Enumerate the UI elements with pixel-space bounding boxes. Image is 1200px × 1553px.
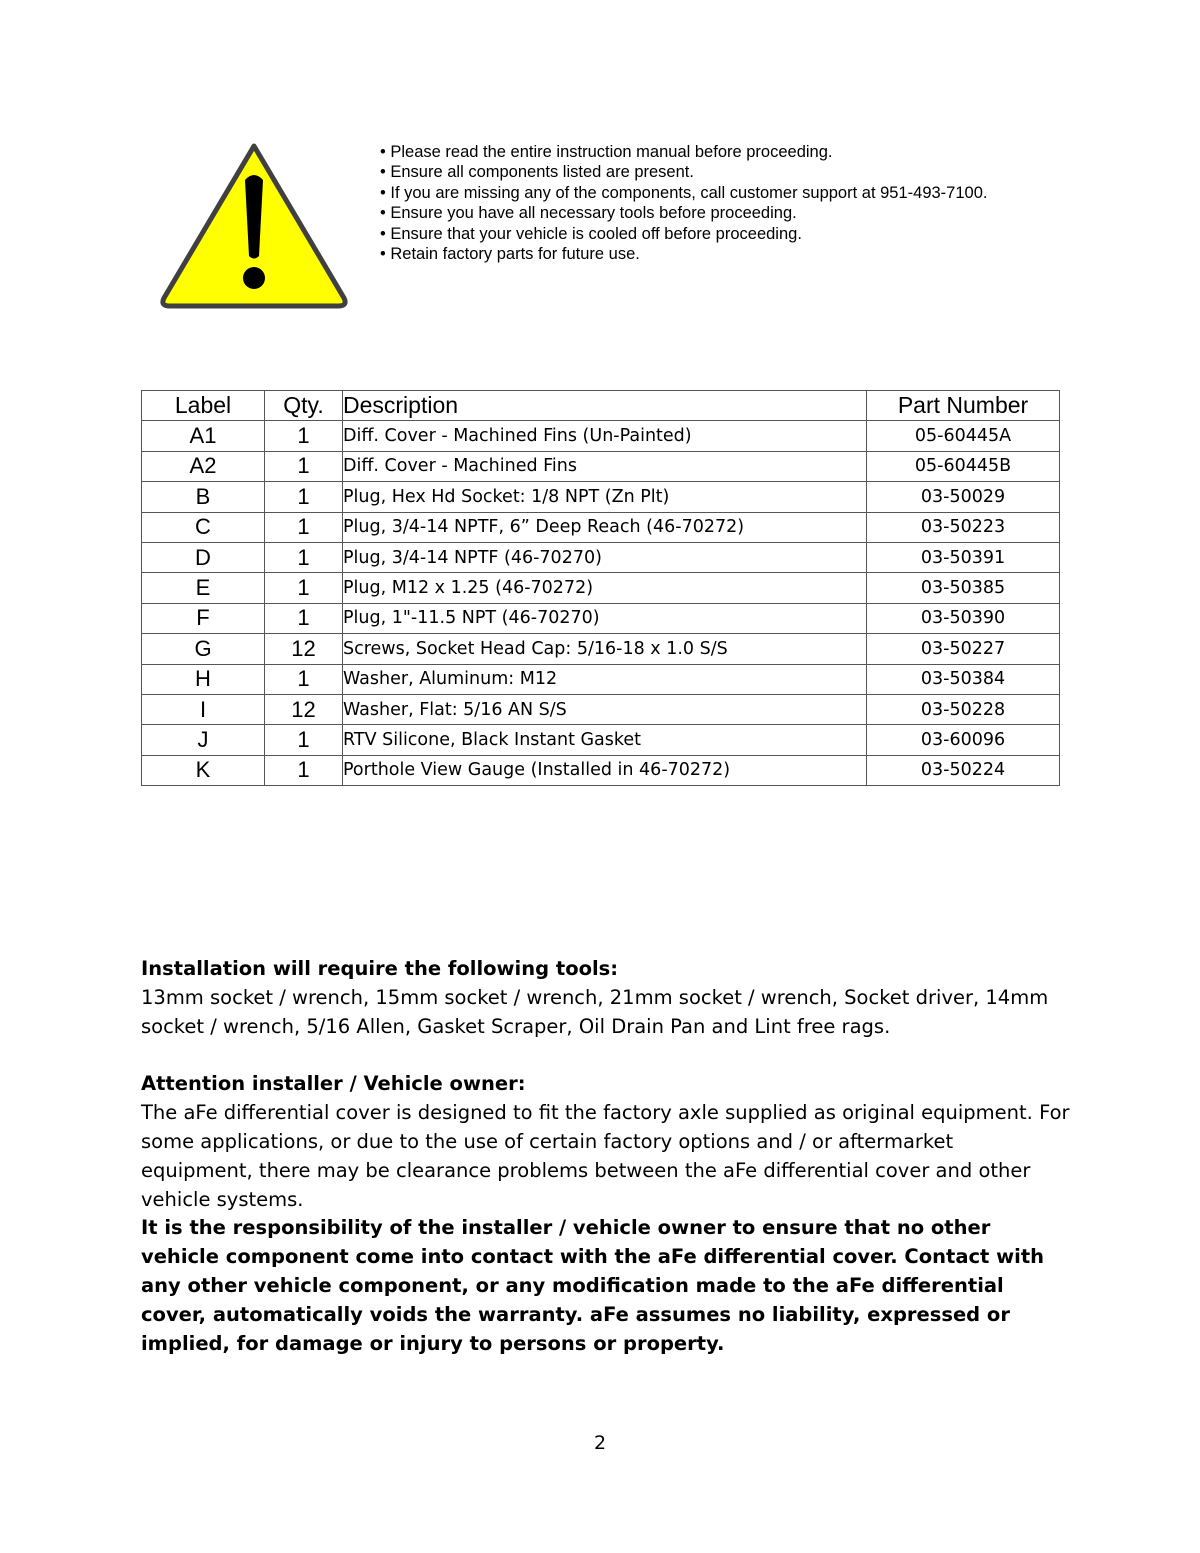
cell-qty: 1 (265, 573, 343, 603)
header-description: Description (343, 391, 867, 421)
header-qty: Qty. (265, 391, 343, 421)
cell-description: Plug, M12 x 1.25 (46-70272) (343, 573, 867, 603)
cell-label: E (142, 573, 265, 603)
tools-section (141, 954, 1071, 1041)
tools-heading: Installation will require the following tools: (141, 957, 619, 980)
cell-qty: 1 (265, 512, 343, 542)
cell-qty: 1 (265, 755, 343, 785)
cell-label: I (142, 694, 265, 724)
cell-description: Washer, Flat: 5/16 AN S/S (343, 694, 867, 724)
cell-part-number: 05-60445B (867, 451, 1060, 481)
cell-part-number: 03-50029 (867, 482, 1060, 512)
table-row (142, 482, 1060, 512)
responsibility-section (141, 1213, 1071, 1358)
cell-label: H (142, 664, 265, 694)
cell-label: D (142, 542, 265, 572)
table-row (142, 542, 1060, 572)
table-row (142, 603, 1060, 633)
cell-label: F (142, 603, 265, 633)
cell-part-number: 03-50227 (867, 634, 1060, 664)
cell-part-number: 03-60096 (867, 725, 1060, 755)
cell-description: Plug, 3/4-14 NPTF, 6” Deep Reach (46-70272) (343, 512, 867, 542)
attention-section (141, 1069, 1071, 1214)
cell-part-number: 03-50224 (867, 755, 1060, 785)
cell-part-number: 03-50223 (867, 512, 1060, 542)
table-row (142, 694, 1060, 724)
cell-description: Plug, Hex Hd Socket: 1/8 NPT (Zn Plt) (343, 482, 867, 512)
cell-description: Plug, 3/4-14 NPTF (46-70270) (343, 542, 867, 572)
cell-part-number: 05-60445A (867, 421, 1060, 451)
cell-description: Screws, Socket Head Cap: 5/16-18 x 1.0 S/S (343, 634, 867, 664)
precaution-item: • Ensure you have all necessary tools before proceeding. (380, 203, 987, 223)
cell-qty: 1 (265, 664, 343, 694)
cell-description: RTV Silicone, Black Instant Gasket (343, 725, 867, 755)
cell-part-number: 03-50385 (867, 573, 1060, 603)
cell-label: B (142, 482, 265, 512)
header-label: Label (142, 391, 265, 421)
attention-heading: Attention installer / Vehicle owner: (141, 1072, 526, 1095)
attention-text: The aFe differential cover is designed to fit the factory axle supplied as original equipment. For some applications, or due to the use of certain factory options and / or aftermarket equipment, there may be clearance problems between the aFe differential cover and other vehicle systems. (141, 1101, 1070, 1211)
cell-qty: 1 (265, 451, 343, 481)
table-row (142, 512, 1060, 542)
cell-qty: 12 (265, 634, 343, 664)
table-row (142, 421, 1060, 451)
table-row (142, 573, 1060, 603)
cell-part-number: 03-50384 (867, 664, 1060, 694)
cell-label: A1 (142, 421, 265, 451)
cell-label: G (142, 634, 265, 664)
cell-label: K (142, 755, 265, 785)
cell-part-number: 03-50228 (867, 694, 1060, 724)
table-header-row (142, 391, 1060, 421)
cell-qty: 1 (265, 421, 343, 451)
table-row (142, 451, 1060, 481)
table-row (142, 634, 1060, 664)
cell-qty: 1 (265, 603, 343, 633)
cell-qty: 1 (265, 542, 343, 572)
cell-label: C (142, 512, 265, 542)
cell-qty: 12 (265, 694, 343, 724)
page-number: 2 (593, 1432, 607, 1454)
cell-part-number: 03-50390 (867, 603, 1060, 633)
precaution-item: • Please read the entire instruction manual before proceeding. (380, 142, 987, 162)
parts-table (141, 390, 1060, 786)
cell-qty: 1 (265, 482, 343, 512)
precaution-item: • If you are missing any of the components, call customer support at 951-493-7100. (380, 183, 987, 203)
cell-qty: 1 (265, 725, 343, 755)
cell-description: Plug, 1"-11.5 NPT (46-70270) (343, 603, 867, 633)
precaution-item: • Retain factory parts for future use. (380, 244, 987, 264)
cell-description: Porthole View Gauge (Installed in 46-70272) (343, 755, 867, 785)
table-row (142, 664, 1060, 694)
cell-label: J (142, 725, 265, 755)
cell-part-number: 03-50391 (867, 542, 1060, 572)
precaution-item: • Ensure that your vehicle is cooled off before proceeding. (380, 224, 987, 244)
cell-description: Diff. Cover - Machined Fins (Un-Painted) (343, 421, 867, 451)
tools-text: 13mm socket / wrench, 15mm socket / wrench, 21mm socket / wrench, Socket driver, 14mm socket / wrench, 5/16 Allen, Gasket Scraper, Oil Drain Pan and Lint free rags. (141, 986, 1049, 1038)
responsibility-text: It is the responsibility of the installer / vehicle owner to ensure that no other vehicle component come into contact with the aFe differential cover. Contact with any other vehicle component, or any modification made to the aFe differential cover, automatically voids the warranty. aFe assumes no liability, expressed or implied, for damage or injury to persons or property. (141, 1216, 1045, 1355)
precaution-list (380, 142, 987, 264)
precaution-item: • Ensure all components listed are present. (380, 162, 987, 182)
cell-description: Diff. Cover - Machined Fins (343, 451, 867, 481)
warning-icon (158, 140, 350, 310)
table-row (142, 725, 1060, 755)
cell-label: A2 (142, 451, 265, 481)
table-row (142, 755, 1060, 785)
cell-description: Washer, Aluminum: M12 (343, 664, 867, 694)
header-part-number: Part Number (867, 391, 1060, 421)
